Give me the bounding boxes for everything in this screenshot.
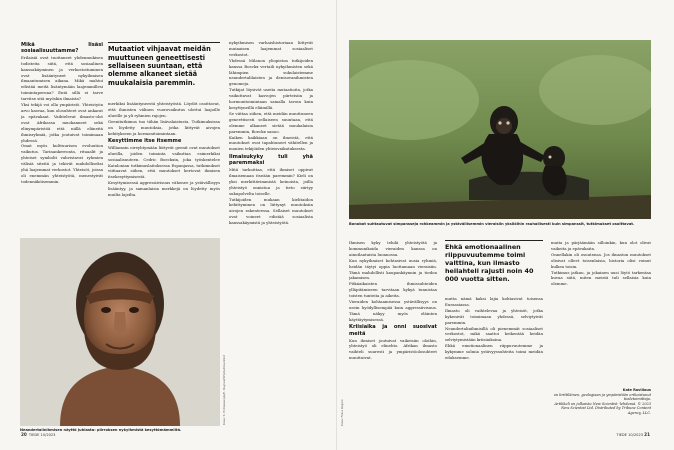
body-paragraph: Mitä tarkoittaa, että ihmiset oppivat ilmaisemaan itseään paremmin? Kieli on yksi merkittävimmistä keinoista, joilla yhteistyö onnistuu ja tieto siirtyy sukupolvelta toiselle. [229, 167, 313, 196]
neanderthal-illustration [20, 238, 220, 426]
photo-credit: Kuva: Fiona Rogers [340, 399, 344, 426]
section-heading: Kesyttimme itse itsemme [108, 137, 182, 144]
magazine-issue: TIEDE 10/2023 [616, 433, 644, 437]
body-paragraph: Kun nykyihmiset kohtasivat uusia ryhmiä, heidän täytyi oppia luottamaan vieraisiin. Tämä mahdollisti kaupankäynnin ja tiedon jakamisen. [349, 257, 437, 281]
bonobo-photo [349, 40, 651, 219]
body-paragraph: Neandertalinihmisillä oli pienemmät sosiaaliset verkostot, mikä saattoi heikentää heidän selviytymistään kriisiaikoina. [445, 325, 543, 343]
body-paragraph: Pitkäaikaisten ihmissuhteiden ylläpitämiseen tarvitaan kykyä tunnistaa toisten tunteita ja aikeita. [349, 281, 437, 299]
neanderthal-photo [20, 238, 220, 426]
body-paragraph: Ilmasto oli vaihtelevaa ja yhteisöt, jotka kykenivät toimimaan yhdessä, selviytyivät paremmin. [445, 307, 543, 325]
body-paragraph: nykyihmisen varhaishistoriaan liittyvät muinaisen laajemmat sosiaaliset verkostot. [229, 40, 313, 57]
body-paragraph: Williamsin oireyhtymään liittyvät geenit ovat muutokset alueilla, joiden toiminta vaikuttaa esimerkiksi sosiaalisuuteen. Cedric Boeckxin, joka työskentelee Katalonian tutkimuslaitoksessa Espanjassa, tutkimukset viittaavat siihen, että muutokset kertovat ihmisen itsekesyttymisestä. [108, 144, 220, 180]
author-name: Kate Ravilious [622, 388, 651, 392]
page-number: 20 [21, 432, 27, 437]
body-paragraph: Kaiken kaikkiaan on ilmeistä, että muutokset ovat tapahtuneet vähitellen ja monien tekijöiden yhteisvaikutuksesta. [229, 134, 313, 152]
page-folio-right [616, 432, 652, 437]
page-number: 21 [644, 432, 650, 437]
pull-quote [108, 42, 220, 87]
magazine-issue: TIEDE 10/2023 [28, 433, 56, 437]
body-paragraph: Omat myös kulttuurisen evoluution vaikutus. Tarinankerronta, rituaalit ja yhteiset symbolit vahvistavat ryhmien välisiä siteitä ja tekivät mahdolliseksi yhä laajemmat verkostot. Yhteisöt, joissa oli enemmän yhteistyötä, menestyivät todennäköisemmin. [21, 143, 103, 184]
body-paragraph: Tutkimus jatkuu, ja jokainen uusi löytö tarkentaa kuvaa siitä, miten meistä tuli sellaisia kuin olemme. [551, 269, 651, 287]
left-column-3 [229, 40, 313, 425]
photo-caption: Neandertalinihmisen näyttö juhlasta: piirroksen nykyihmistä kesyttömämmiltä. [20, 428, 182, 432]
section-heading: Kriisiaika ja onni suosivat meitä [349, 324, 437, 337]
article-source: Artikkeli on julkaistu New Scientist -lehdessä. © 2023 New Scientist Ltd. Distributed by Tribune Content Agency, LLC. [554, 401, 651, 415]
section-heading: Mikä lisäsi sosiaalisuuttamme? [21, 41, 103, 54]
right-page [337, 0, 674, 450]
body-paragraph: Tutkijat löysivät useita mutaatioita, jotka vaikuttavat kasvojen piirteisiin ja hormonitoimintaan samalla tavoin kuin kesyttyneillä eläimillä. [229, 87, 313, 110]
body-paragraph: muita ja pärjäämään silloinkin, kun olot olivat vaikeita ja epävakaita. [551, 240, 651, 251]
body-paragraph: Kesyttymisessä aggressiivisuus vähenee ja ystävällisyys lisääntyy, ja samanlaisia merkkejä on löydetty myös muilta lajeilta. [108, 180, 220, 198]
body-paragraph: Ehkä emotionaalinen riippuvuutemme ja kykymme solmia ystävyyssuhteita toimi meidän eduksemme. [445, 343, 543, 361]
bonobo-illustration [349, 40, 651, 219]
right-column-1 [349, 240, 437, 426]
body-paragraph: Onnellakin oli osuutensa. Jos ilmaston muutokset olisivat olleet toisenlaisia, historia olisi voinut kulkea toisin. [551, 251, 651, 269]
body-paragraph: Kun ihmiset joutuivat vaikeisiin oloihin, yhteistyö oli elinehto. Afrikan ilmasto vaihteli suuresti ja ympäristöolosuhteet muuttuivat. [349, 337, 437, 361]
body-paragraph: Yksi tekijä voi olla ympäristö. Yhteistyön arvo kasvaa, kun olosuhteet ovat ankarat ja epävakaat. Vaihtelevat ilmasto-olot ovat Afrikassa muokanneet sekä elinympäristöä että niillä eläneitä ihmisryhmiä, jotka joutuivat toimimaan yhdessä. [21, 102, 103, 143]
body-paragraph: Vieraiden kohtaamisessa ystävällisyys on usein hyödyllisempää kuin aggressiivisuus. Tämä näkyy myös eläinten käyttäytymisessä. [349, 299, 437, 322]
author-role: on brittiläinen, geologiaan ja ympäristöön erikoistunut tiedetoimittaja. [553, 392, 651, 401]
pull-quote-text: Mutaatiot vihjaavat meidän muuttuneen geneettisesti sellaiseen suuntaan, että olemme alkaneet sietää muukalaisia paremmin. [108, 45, 211, 87]
pull-quote-text: Ehkä emotionaalinen riippuvuutemme toimi valttina, kun ilmasto heilahteli rajusti noin 40 000 vuotta sitten. [445, 243, 534, 284]
author-bio [551, 388, 651, 415]
right-column-3 [551, 240, 651, 332]
pull-quote-rule [445, 240, 543, 241]
pull-quote [445, 240, 543, 283]
body-paragraph: Tutkijoiden mukaan kielitaidon kehittyminen on liittynyt muutoksiin aivojen rakenteessa. Sellaiset muutokset ovat voineet edistää sosiaalista kanssakäymistä ja yhteistyötä. [229, 196, 313, 226]
body-paragraph: mutta nämä kaksi lajia kohtasivat toisensa Euraasiassa. [445, 296, 543, 307]
pull-quote-rule [108, 42, 220, 43]
body-paragraph: merkiksi lisääntyneestä yhteistyöstä. Löydöt osoittavat, että ihmisten välinen vuorovaikutus ulottui laajoille alueille ja yli ryhmien rajojen. [108, 101, 220, 118]
body-paragraph: Yhdessä Milanon yliopiston tutkijoiden kanssa Boeckx vertaili nykyihmisten sekä lähimpien sukulaistemme neandertalilaisten ja denisovanihmisten genomeja. [229, 57, 313, 87]
left-column-1 [21, 40, 103, 230]
page-folio-left [21, 432, 55, 437]
photo-credit: Kuva: S. Entressangle/E. Daynes/SPL/Aaltoverkkot [222, 355, 226, 425]
right-column-2 [445, 296, 543, 426]
section-heading: Ilmaisukyky tuli yhä paremmaksi [229, 153, 313, 167]
body-paragraph: Geenitutkimus tuo tähän lisävalaistusta. Tutkimuksissa on löydetty muutoksia, jotka liittyvät aivojen kehitykseen ja hormonitoimintaan. [108, 118, 220, 136]
photo-caption: Bonobot suhtautuvat simpansseja rohkeammin ja ystävällisemmin vieraisiin yksilöihin rauhallisesti kuin simpanssit, tutkimukset osoittavat. [349, 222, 635, 226]
body-paragraph: Erilaisiä ovat tuottaneet yhdenmukisen todisteita siitä, että sosiaalinen kanssakäyminen ja verkostoituminen ovat lisääntyneet nykyihmisen ilmaantumisen aikana. Mikä mahtoi edistää meitä lisäntymään laajemmillesi toimintaperuna? Entä sillä ei tarve tarvitse sitä myöskin ilmaista? [21, 54, 103, 102]
left-column-2 [108, 101, 220, 233]
body-paragraph: Se viittaa siihen, että meidän muuttuneen geneettisesti sellaiseen suuntaan, että olemme alkaneet sietää muukalaisia paremmin, Boeckx sanoo. [229, 110, 313, 134]
body-paragraph: Ihmisen kyky tehdä yhteistyötä ja kommunikoida vieraiden kanssa on ainutlaatuista luonnossa. [349, 240, 437, 257]
